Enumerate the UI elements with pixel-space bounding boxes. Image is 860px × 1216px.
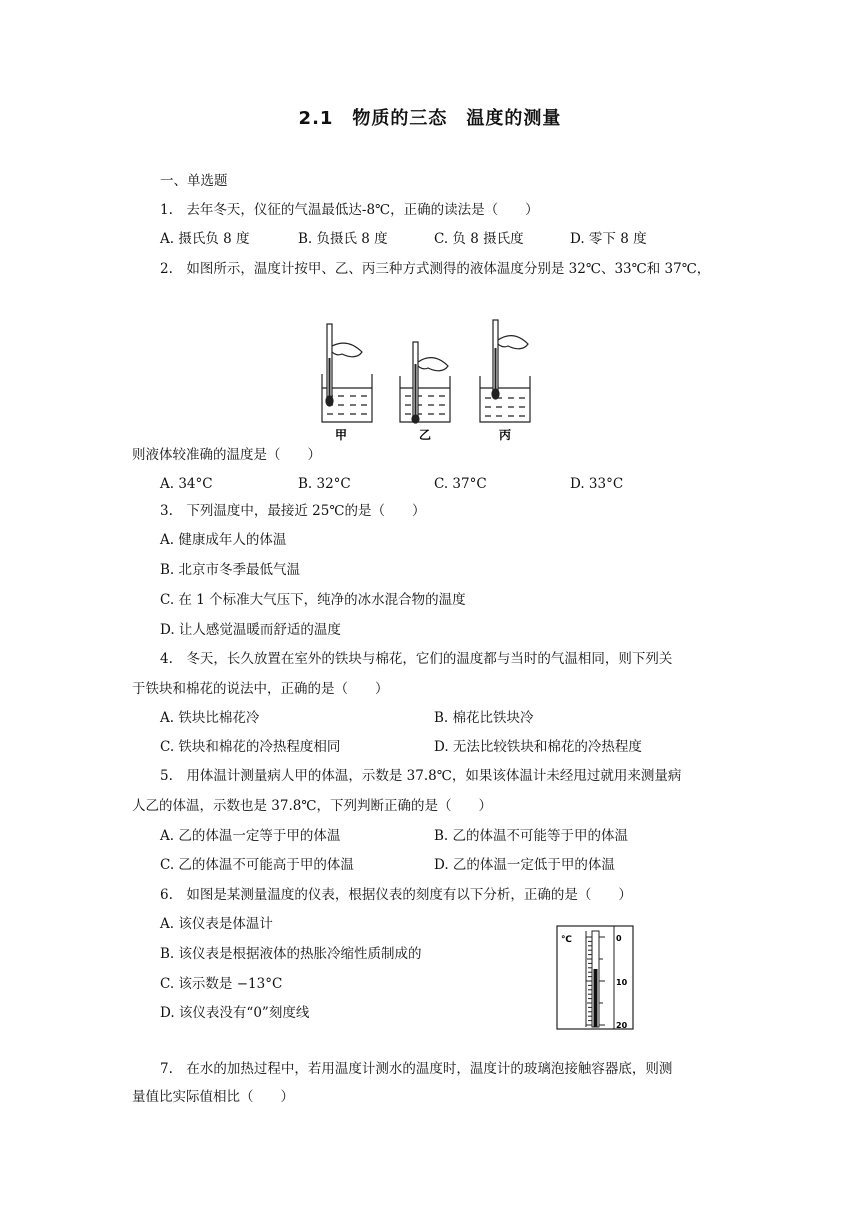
question-5-stem-line1: 5. 用体温计测量病人甲的体温，示数是 37.8℃，如果该体温计未经甩过就用来测量病	[160, 768, 682, 784]
question-7-stem-line2: 量值比实际值相比（ ）	[132, 1089, 294, 1105]
question-1-option-a: A. 摄氏负 8 度	[160, 231, 250, 247]
figure-label-yi: 乙	[418, 428, 432, 442]
question-3-option-d: D. 让人感觉温暖而舒适的温度	[160, 622, 341, 638]
question-4-option-a: A. 铁块比棉花冷	[160, 710, 260, 726]
question-1-option-c: C. 负 8 摄氏度	[434, 231, 524, 247]
thermometer-unit-label: ℃	[561, 935, 572, 945]
question-1-option-b: B. 负摄氏 8 度	[298, 231, 388, 247]
thermometer-beakers-figure	[310, 318, 540, 446]
question-6-option-b: B. 该仪表是根据液体的热胀冷缩性质制成的	[160, 946, 422, 962]
question-4-option-b: B. 棉花比铁块冷	[434, 710, 534, 726]
question-3-option-b: B. 北京市冬季最低气温	[160, 562, 301, 578]
question-3-option-c: C. 在 1 个标准大气压下，纯净的冰水混合物的温度	[160, 592, 466, 608]
page-title: 2.1 物质的三态 温度的测量	[298, 108, 562, 129]
question-1-option-d: D. 零下 8 度	[570, 231, 647, 247]
question-3-stem: 3. 下列温度中，最接近 25℃的是（ ）	[160, 503, 426, 519]
question-2-option-b: B. 32°C	[298, 476, 351, 492]
section-heading: 一、单选题	[160, 173, 228, 189]
question-4-stem-line2: 于铁块和棉花的说法中，正确的是（ ）	[132, 681, 389, 697]
question-2-stem-line2: 则液体较准确的温度是（ ）	[132, 447, 321, 463]
question-4-option-d: D. 无法比较铁块和棉花的冷热程度	[434, 739, 642, 755]
question-7-stem-line1: 7. 在水的加热过程中，若用温度计测水的温度时，温度计的玻璃泡接触容器底，则测	[160, 1061, 673, 1077]
question-2-option-c: C. 37°C	[434, 476, 487, 492]
beaker-yi	[400, 342, 450, 423]
thermometer-scale-figure	[556, 925, 636, 1031]
beaker-bing	[480, 320, 530, 422]
question-4-stem-line1: 4. 冬天，长久放置在室外的铁块与棉花，它们的温度都与当时的气温相同，则下列关	[160, 651, 673, 667]
question-2-option-a: A. 34°C	[160, 476, 213, 492]
question-5-stem-line2: 人乙的体温，示数也是 37.8℃，下列判断正确的是（ ）	[132, 798, 492, 814]
question-6-stem: 6. 如图是某测量温度的仪表，根据仪表的刻度有以下分析，正确的是（ ）	[160, 887, 632, 903]
figure-label-jia: 甲	[334, 428, 348, 442]
figure-label-bing: 丙	[498, 428, 512, 442]
question-6-option-d: D. 该仪表没有“0”刻度线	[160, 1005, 310, 1021]
question-5-option-b: B. 乙的体温不可能等于甲的体温	[434, 828, 629, 844]
question-4-option-c: C. 铁块和棉花的冷热程度相同	[160, 739, 341, 755]
thermometer-tick-label-10: 10	[616, 978, 628, 987]
beaker-jia	[322, 324, 372, 422]
question-6-option-a: A. 该仪表是体温计	[160, 916, 273, 932]
question-3-option-a: A. 健康成年人的体温	[160, 532, 287, 548]
question-2-option-d: D. 33°C	[570, 476, 624, 492]
question-5-option-d: D. 乙的体温一定低于甲的体温	[434, 857, 615, 873]
question-1-stem: 1. 去年冬天，仪征的气温最低达-8℃，正确的读法是（ ）	[160, 202, 539, 218]
question-5-option-c: C. 乙的体温不可能高于甲的体温	[160, 857, 354, 873]
thermometer-tick-label-0: 0	[616, 934, 622, 943]
thermometer-tick-label-20: 20	[616, 1021, 628, 1030]
question-2-stem-line1: 2. 如图所示，温度计按甲、乙、丙三种方式测得的液体温度分别是 32℃、33℃和 37℃，	[160, 261, 711, 277]
question-6-option-c: C. 该示数是 −13°C	[160, 976, 283, 992]
question-5-option-a: A. 乙的体温一定等于甲的体温	[160, 828, 341, 844]
